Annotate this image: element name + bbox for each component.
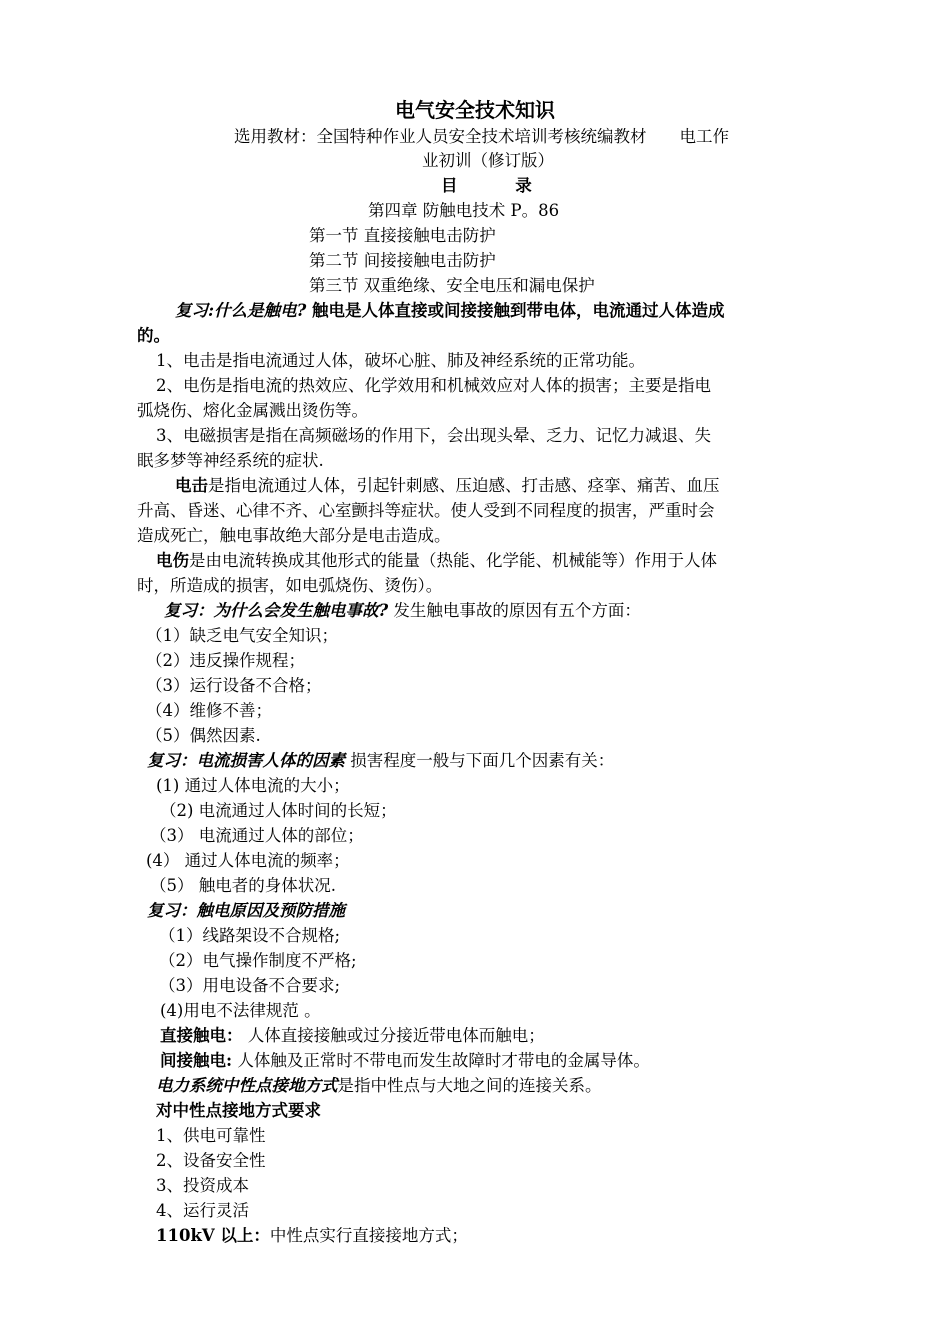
review-1-answer: 触电是人体直接或间接接触到带电体，电流通过人体造成 bbox=[306, 301, 725, 320]
shock-def-text: 是指电流通过人体，引起针刺感、压迫感、打击感、痉挛、痛苦、血压 bbox=[208, 476, 720, 495]
review-4-item-1: （1）线路架设不合规格; bbox=[159, 926, 341, 945]
neutral-requirement-4: 4、运行灵活 bbox=[156, 1201, 249, 1220]
injury-def-line-1 bbox=[156, 549, 717, 573]
neutral-requirement-1: 1、供电可靠性 bbox=[156, 1126, 266, 1145]
toc-section-2: 第二节 间接接触电击防护 bbox=[309, 251, 496, 270]
review-2-line bbox=[164, 599, 641, 623]
kv110-line bbox=[156, 1224, 468, 1248]
review-1-question: 复习:什么是触电? bbox=[175, 301, 307, 320]
shock-def-line-2: 升高、昏迷、心律不齐、心室颤抖等症状。使人受到不同程度的损害，严重时会 bbox=[137, 501, 715, 520]
shock-type-1: 1、电击是指电流通过人体，破坏心脏、肺及神经系统的正常功能。 bbox=[156, 351, 645, 370]
indirect-contact-line bbox=[160, 1049, 650, 1073]
shock-type-2: 2、电伤是指电流的热效应、化学效用和机械效应对人体的损害；主要是指电 bbox=[156, 376, 711, 395]
review-2-item-3: （3）运行设备不合格； bbox=[146, 676, 322, 695]
review-4-item-3: （3）用电设备不合要求; bbox=[159, 976, 341, 995]
direct-contact-line bbox=[160, 1024, 545, 1048]
review-2-item-1: （1）缺乏电气安全知识； bbox=[146, 626, 338, 645]
review-2-item-2: （2）违反操作规程； bbox=[146, 651, 305, 670]
indirect-contact-term: 间接触电: bbox=[160, 1051, 233, 1070]
review-2-question: 复习：为什么会发生触电事故? bbox=[164, 601, 389, 620]
review-3-item-3: （3） 电流通过人体的部位； bbox=[150, 826, 364, 845]
review-3-item-4: (4） 通过人体电流的频率； bbox=[146, 851, 350, 870]
review-4-item-4: (4)用电不法律规范 。 bbox=[160, 1001, 321, 1020]
injury-term: 电伤 bbox=[156, 551, 189, 570]
textbook-line-2: 业初训（修订版） bbox=[422, 151, 554, 170]
textbook-line-1: 选用教材：全国特种作业人员安全技术培训考核统编教材 电工作 bbox=[234, 127, 729, 146]
review-3-answer: 损害程度一般与下面几个因素有关： bbox=[345, 751, 615, 770]
review-4-question: 复习：触电原因及预防措施 bbox=[147, 901, 345, 920]
review-2-item-5: （5）偶然因素. bbox=[146, 726, 261, 745]
neutral-text: 是指中性点与大地之间的连接关系。 bbox=[337, 1076, 602, 1095]
kv110-term: 110kV 以上： bbox=[156, 1226, 270, 1245]
direct-contact-text: 人体直接接触或过分接近带电体而触电； bbox=[242, 1026, 545, 1045]
shock-term: 电击 bbox=[175, 476, 208, 495]
kv110-text: 中性点实行直接接地方式； bbox=[269, 1226, 468, 1245]
review-4-item-2: （2）电气操作制度不严格; bbox=[159, 951, 357, 970]
review-3-question: 复习：电流损害人体的因素 bbox=[147, 751, 345, 770]
review-3-line bbox=[147, 749, 614, 773]
toc-heading: 目 录 bbox=[441, 176, 558, 195]
review-3-item-5: （5） 触电者的身体状况. bbox=[150, 876, 336, 895]
review-2-answer: 发生触电事故的原因有五个方面： bbox=[388, 601, 641, 620]
shock-type-3-cont: 眠多梦等神经系统的症状. bbox=[137, 451, 324, 470]
indirect-contact-text: 人体触及正常时不带电而发生故障时才带电的金属导体。 bbox=[232, 1051, 650, 1070]
page-title: 电气安全技术知识 bbox=[395, 98, 555, 122]
neutral-requirements-heading: 对中性点接地方式要求 bbox=[156, 1101, 321, 1120]
toc-chapter: 第四章 防触电技术 P。86 bbox=[368, 201, 560, 220]
review-3-item-1: (1) 通过人体电流的大小； bbox=[156, 776, 350, 795]
neutral-requirement-2: 2、设备安全性 bbox=[156, 1151, 266, 1170]
review-1-line-1 bbox=[175, 299, 725, 323]
neutral-requirement-3: 3、投资成本 bbox=[156, 1176, 249, 1195]
review-1-line-2: 的。 bbox=[137, 326, 170, 345]
neutral-term: 电力系统中性点接地方式 bbox=[156, 1076, 338, 1095]
neutral-def-line bbox=[156, 1074, 602, 1098]
toc-section-3: 第三节 双重绝缘、安全电压和漏电保护 bbox=[309, 276, 595, 295]
shock-type-2-cont: 弧烧伤、熔化金属溅出烫伤等。 bbox=[137, 401, 368, 420]
toc-section-1: 第一节 直接接触电击防护 bbox=[309, 226, 496, 245]
shock-def-line-1 bbox=[175, 474, 720, 498]
shock-def-line-3: 造成死亡，触电事故绝大部分是电击造成。 bbox=[137, 526, 451, 545]
review-3-item-2: （2) 电流通过人体时间的长短； bbox=[160, 801, 397, 820]
shock-type-3: 3、电磁损害是指在高频磁场的作用下，会出现头晕、乏力、记忆力减退、失 bbox=[156, 426, 711, 445]
injury-def-line-2: 时，所造成的损害，如电弧烧伤、烫伤）。 bbox=[137, 576, 443, 595]
injury-def-text: 是由电流转换成其他形式的能量（热能、化学能、机械能等）作用于人体 bbox=[189, 551, 717, 570]
review-2-item-4: （4）维修不善； bbox=[146, 701, 272, 720]
direct-contact-term: 直接触电： bbox=[160, 1026, 243, 1045]
